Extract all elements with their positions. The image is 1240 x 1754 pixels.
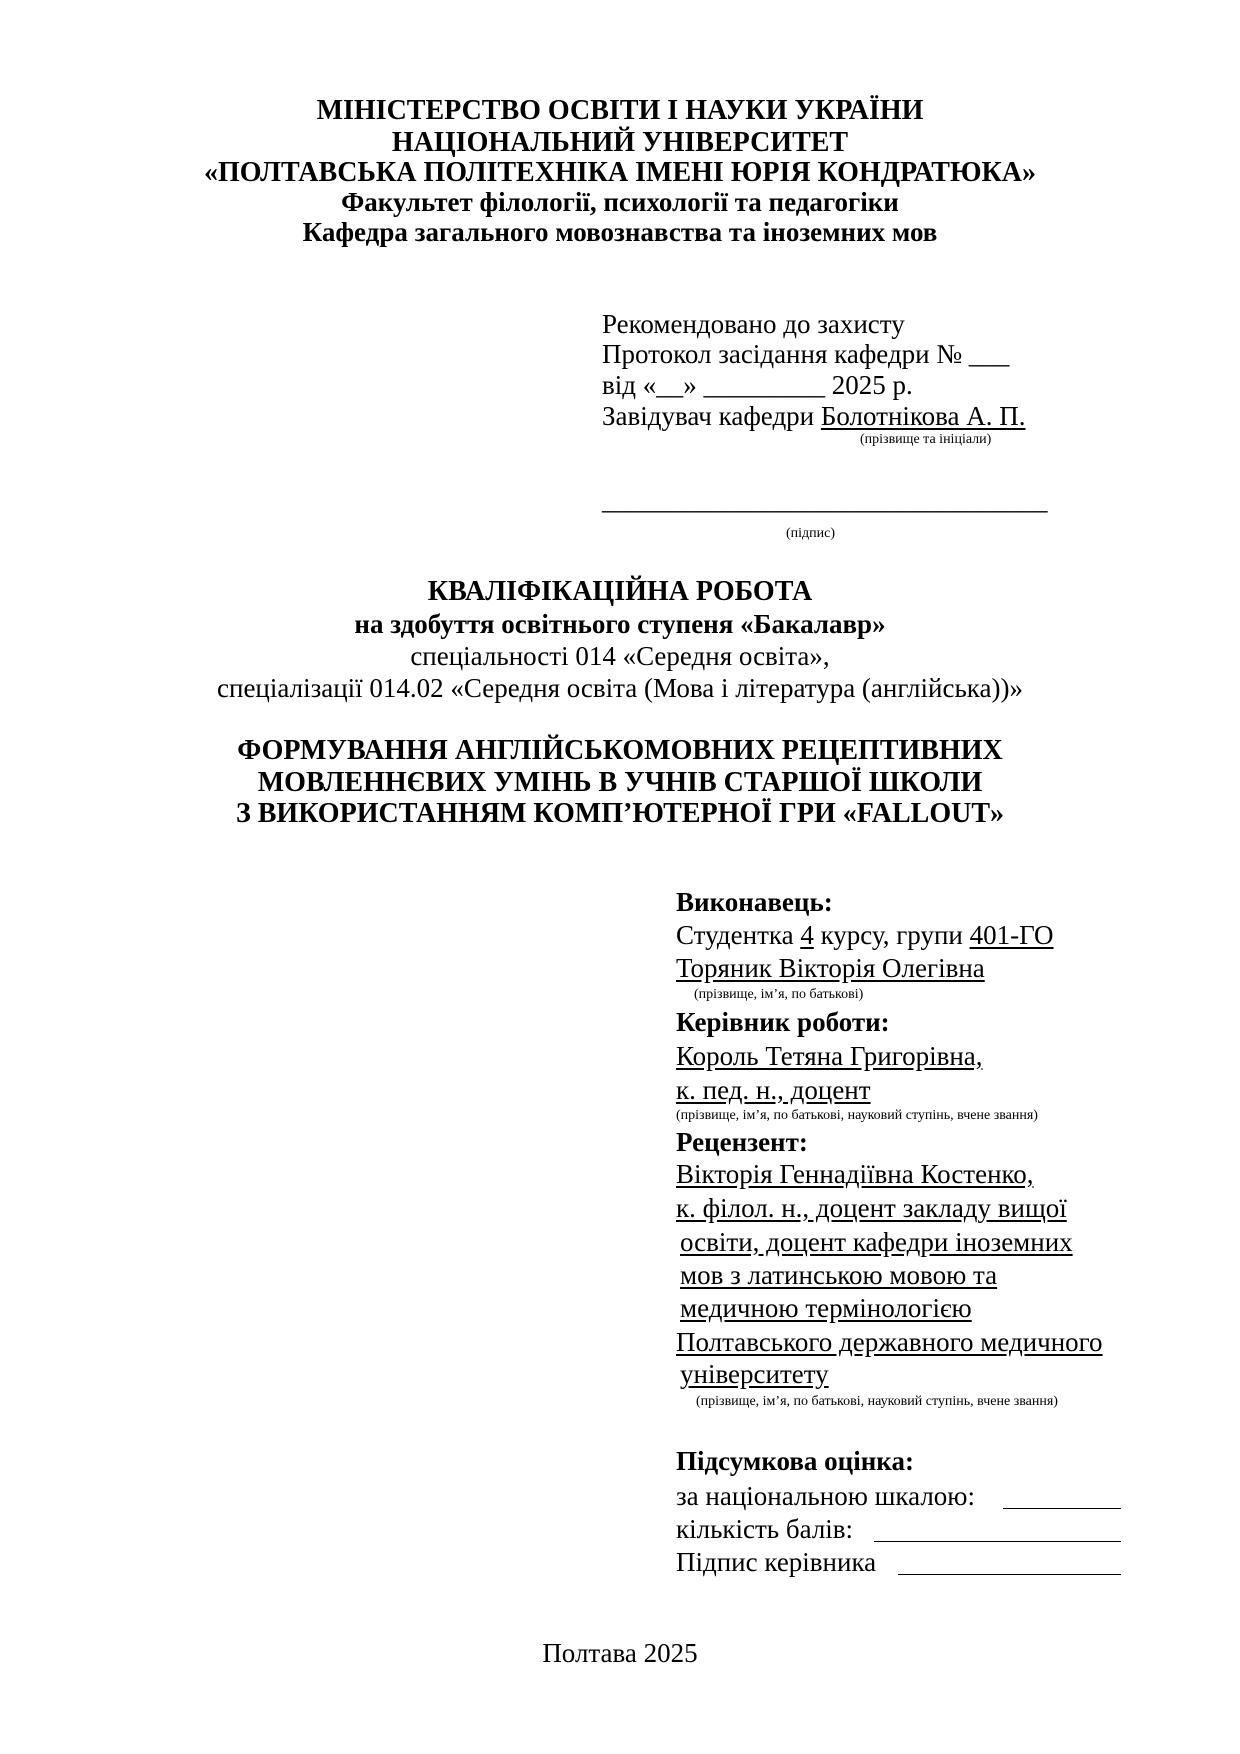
performer-name: Торяник Вікторія Олегівна [676,953,985,983]
performer-course: 4 [800,920,814,950]
performer-group: 401-ГО [969,920,1054,950]
department-name: Кафедра загального мовознавства та іноземних мов [302,217,938,247]
grade-national-label: за національною шкалою: [676,1481,975,1511]
reviewer-line: Вікторія Геннадіївна Костенко, [676,1159,1034,1189]
grade-label: Підсумкова оцінка: [676,1446,914,1476]
supervisor-label: Керівник роботи: [676,1007,890,1037]
department-head-name: Болотнікова А. П. [820,401,1026,431]
city-year: Полтава 2025 [542,1638,698,1668]
grade-points-label: кількість балів: [676,1514,854,1544]
reviewer-line: медичною термінологією [680,1293,972,1323]
reviewer-caption: (прізвище, ім’я, по батькові, науковий ступінь, вчене звання) [696,1394,1058,1409]
department-head-caption: (прізвище та ініціали) [860,432,992,447]
signature-line: _________________________________ [602,485,1048,515]
recommended-text: Рекомендовано до захисту [602,309,905,339]
department-head [602,400,1026,433]
university-title-line2: «ПОЛТАВСЬКА ПОЛІТЕХНІКА ІМЕНІ ЮРІЯ КОНДРАТЮКА» [203,157,1036,188]
performer-course-mid: курсу, групи [813,920,970,950]
work-specialization: спеціалізації 014.02 «Середня освіта (Мова і література (англійська))» [217,673,1023,703]
grade-signature-blank [898,1574,1121,1575]
reviewer-line: к. філол. н., доцент закладу вищої [676,1193,1067,1223]
reviewer-line: університету [680,1359,829,1389]
thesis-title-line2: МОВЛЕННЄВИХ УМІНЬ В УЧНІВ СТАРШОЇ ШКОЛИ [257,767,983,798]
work-type: КВАЛІФІКАЦІЙНА РОБОТА [427,576,813,607]
performer-caption: (прізвище, ім’я, по батькові) [694,987,864,1002]
grade-signature-label: Підпис керівника [676,1547,877,1577]
work-specialty: спеціальності 014 «Середня освіта», [410,641,830,671]
department-head-label: Завідувач кафедри [602,401,821,431]
protocol-text: Протокол засідання кафедри № ___ [602,339,1010,369]
work-degree: на здобуття освітнього ступеня «Бакалавр» [354,609,886,639]
reviewer-line: освіти, доцент кафедри іноземних [680,1227,1073,1257]
supervisor-name: Король Тетяна Григорівна, [676,1041,983,1071]
performer-student-prefix: Студентка [676,920,801,950]
signature-caption: (підпис) [786,526,836,541]
reviewer-line: мов з латинською мовою та [680,1260,998,1290]
thesis-title-line3: З ВИКОРИСТАННЯМ КОМП’ЮТЕРНОЇ ГРИ «FALLOUT» [235,798,1005,829]
supervisor-degree: к. пед. н., доцент [676,1075,871,1105]
ministry-title: МІНІСТЕРСТВО ОСВІТИ І НАУКИ УКРАЇНИ [316,95,924,126]
reviewer-label: Рецензент: [676,1127,808,1157]
protocol-date: від «__» _________ 2025 р. [602,370,913,400]
grade-national-blank [1003,1508,1121,1509]
performer-course-group [676,919,1054,952]
reviewer-line: Полтавського державного медичного [676,1327,1103,1357]
supervisor-caption: (прізвище, ім’я, по батькові, науковий ступінь, вчене звання) [676,1108,1038,1123]
faculty-name: Факультет філології, психології та педагогіки [341,187,899,217]
grade-points-blank [874,1541,1121,1542]
thesis-title-line1: ФОРМУВАННЯ АНГЛІЙСЬКОМОВНИХ РЕЦЕПТИВНИХ [237,735,1003,766]
university-title-line1: НАЦІОНАЛЬНИЙ УНІВЕРСИТЕТ [391,127,849,158]
performer-label: Виконавець: [676,887,833,917]
